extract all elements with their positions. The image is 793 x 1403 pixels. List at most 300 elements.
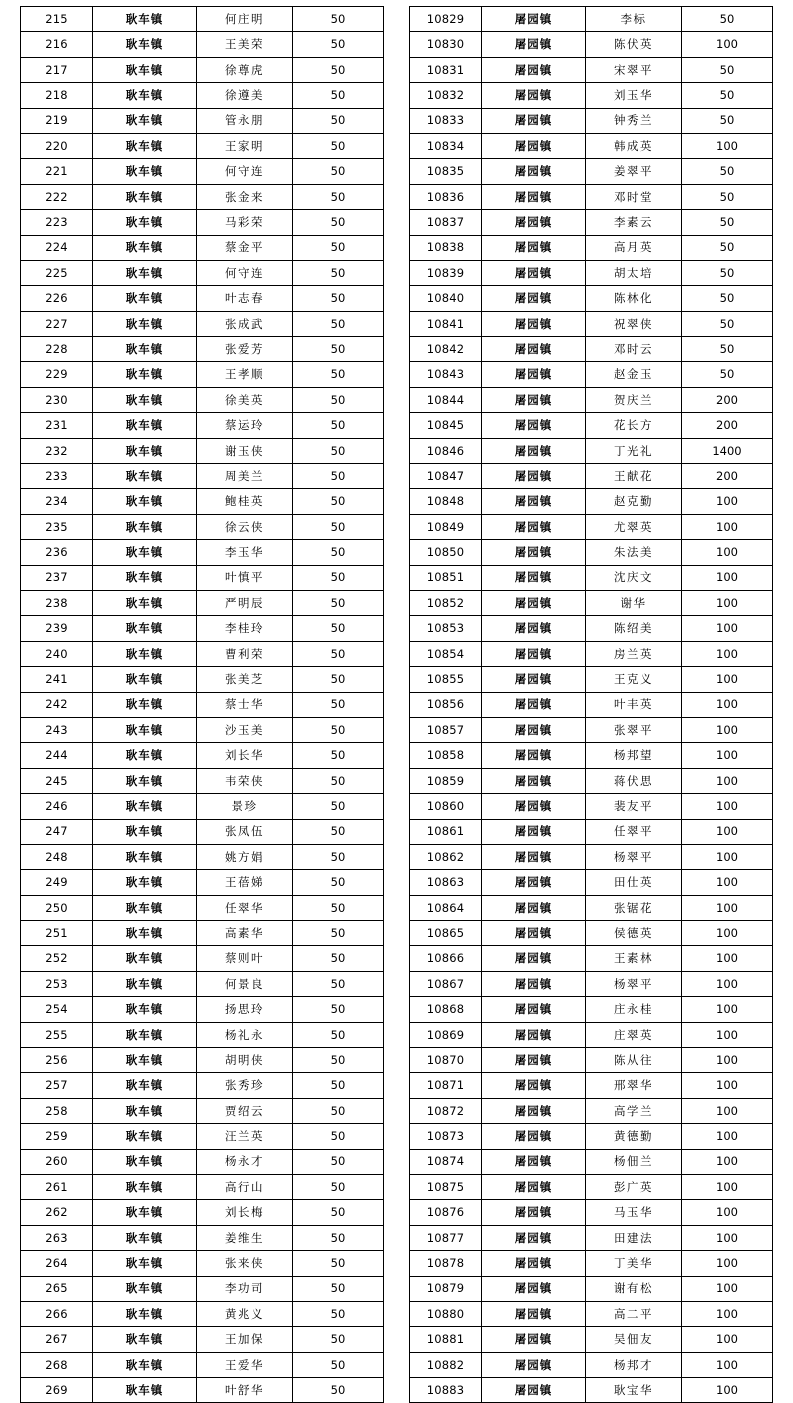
row-town: 耿车镇 — [93, 83, 197, 108]
row-id: 10846 — [410, 438, 482, 463]
row-town: 屠园镇 — [482, 514, 586, 539]
row-id: 244 — [21, 743, 93, 768]
row-town: 耿车镇 — [93, 667, 197, 692]
row-amount: 50 — [293, 1149, 384, 1174]
row-name: 陈林化 — [586, 286, 682, 311]
row-name: 韦荣侠 — [197, 768, 293, 793]
row-amount: 100 — [682, 1352, 773, 1377]
row-town: 屠园镇 — [482, 1276, 586, 1301]
row-name: 沙玉美 — [197, 717, 293, 742]
table-row — [21, 971, 384, 996]
table-row — [410, 32, 773, 57]
table-row — [410, 387, 773, 412]
row-amount: 50 — [293, 616, 384, 641]
row-amount: 100 — [682, 1276, 773, 1301]
row-id: 10866 — [410, 946, 482, 971]
row-amount: 100 — [682, 1327, 773, 1352]
row-amount: 50 — [682, 7, 773, 32]
row-id: 10855 — [410, 667, 482, 692]
row-name: 李标 — [586, 7, 682, 32]
row-town: 耿车镇 — [93, 7, 197, 32]
row-town: 耿车镇 — [93, 159, 197, 184]
row-name: 景珍 — [197, 794, 293, 819]
row-id: 262 — [21, 1200, 93, 1225]
row-town: 屠园镇 — [482, 57, 586, 82]
row-amount: 50 — [293, 921, 384, 946]
table-row — [21, 565, 384, 590]
row-town: 屠园镇 — [482, 946, 586, 971]
row-town: 屠园镇 — [482, 1225, 586, 1250]
row-amount: 50 — [682, 311, 773, 336]
table-row — [21, 413, 384, 438]
row-town: 屠园镇 — [482, 971, 586, 996]
row-id: 268 — [21, 1352, 93, 1377]
table-row — [410, 210, 773, 235]
row-town: 屠园镇 — [482, 210, 586, 235]
table-row — [21, 692, 384, 717]
row-id: 253 — [21, 971, 93, 996]
row-name: 叶慎平 — [197, 565, 293, 590]
table-row — [21, 57, 384, 82]
row-name: 庄翠英 — [586, 1022, 682, 1047]
row-amount: 50 — [293, 7, 384, 32]
row-id: 10845 — [410, 413, 482, 438]
left-table-body — [21, 7, 384, 1403]
row-id: 10853 — [410, 616, 482, 641]
table-row — [21, 844, 384, 869]
row-name: 耿宝华 — [586, 1378, 682, 1403]
row-town: 屠园镇 — [482, 1174, 586, 1199]
row-town: 耿车镇 — [93, 413, 197, 438]
row-amount: 50 — [682, 57, 773, 82]
row-id: 216 — [21, 32, 93, 57]
row-town: 耿车镇 — [93, 794, 197, 819]
row-town: 屠园镇 — [482, 7, 586, 32]
row-id: 222 — [21, 184, 93, 209]
row-town: 耿车镇 — [93, 1098, 197, 1123]
row-id: 241 — [21, 667, 93, 692]
row-id: 248 — [21, 844, 93, 869]
row-name: 杨礼永 — [197, 1022, 293, 1047]
table-row — [21, 514, 384, 539]
row-amount: 100 — [682, 32, 773, 57]
row-id: 10829 — [410, 7, 482, 32]
row-amount: 100 — [682, 667, 773, 692]
row-town: 屠园镇 — [482, 667, 586, 692]
row-name: 杨永才 — [197, 1149, 293, 1174]
row-name: 张成武 — [197, 311, 293, 336]
row-town: 耿车镇 — [93, 387, 197, 412]
table-row — [21, 590, 384, 615]
table-row — [410, 590, 773, 615]
row-id: 10835 — [410, 159, 482, 184]
row-id: 10865 — [410, 921, 482, 946]
table-row — [410, 489, 773, 514]
table-row — [21, 768, 384, 793]
table-row — [21, 540, 384, 565]
row-town: 屠园镇 — [482, 464, 586, 489]
row-name: 蔡运玲 — [197, 413, 293, 438]
row-id: 249 — [21, 870, 93, 895]
row-town: 屠园镇 — [482, 438, 586, 463]
table-row — [410, 337, 773, 362]
row-amount: 100 — [682, 819, 773, 844]
table-row — [410, 57, 773, 82]
row-name: 马彩荣 — [197, 210, 293, 235]
row-town: 耿车镇 — [93, 1251, 197, 1276]
row-id: 232 — [21, 438, 93, 463]
row-amount: 50 — [682, 83, 773, 108]
row-amount: 100 — [682, 768, 773, 793]
row-town: 耿车镇 — [93, 464, 197, 489]
row-name: 王孝顺 — [197, 362, 293, 387]
row-name: 严明辰 — [197, 590, 293, 615]
row-name: 吴佃友 — [586, 1327, 682, 1352]
table-row — [410, 794, 773, 819]
row-name: 何守连 — [197, 159, 293, 184]
row-name: 王家明 — [197, 133, 293, 158]
table-row — [410, 971, 773, 996]
table-row — [21, 921, 384, 946]
row-town: 屠园镇 — [482, 362, 586, 387]
table-row — [410, 1098, 773, 1123]
table-row — [410, 1251, 773, 1276]
row-name: 叶舒华 — [197, 1378, 293, 1403]
table-row — [410, 413, 773, 438]
row-town: 耿车镇 — [93, 286, 197, 311]
row-amount: 100 — [682, 997, 773, 1022]
row-id: 221 — [21, 159, 93, 184]
row-name: 王蓓娣 — [197, 870, 293, 895]
row-id: 230 — [21, 387, 93, 412]
row-name: 王克义 — [586, 667, 682, 692]
row-town: 耿车镇 — [93, 210, 197, 235]
row-amount: 100 — [682, 1098, 773, 1123]
row-id: 255 — [21, 1022, 93, 1047]
row-id: 10869 — [410, 1022, 482, 1047]
table-row — [410, 235, 773, 260]
row-id: 10881 — [410, 1327, 482, 1352]
row-name: 王爱华 — [197, 1352, 293, 1377]
row-id: 10862 — [410, 844, 482, 869]
row-id: 10830 — [410, 32, 482, 57]
row-name: 曹利荣 — [197, 641, 293, 666]
row-town: 耿车镇 — [93, 743, 197, 768]
row-amount: 50 — [682, 159, 773, 184]
row-name: 何庄明 — [197, 7, 293, 32]
row-amount: 50 — [293, 1022, 384, 1047]
row-id: 10851 — [410, 565, 482, 590]
row-amount: 100 — [682, 590, 773, 615]
row-id: 252 — [21, 946, 93, 971]
table-row — [21, 311, 384, 336]
row-town: 屠园镇 — [482, 616, 586, 641]
row-town: 屠园镇 — [482, 540, 586, 565]
row-id: 263 — [21, 1225, 93, 1250]
row-name: 尤翠英 — [586, 514, 682, 539]
row-name: 何守连 — [197, 260, 293, 285]
row-id: 10849 — [410, 514, 482, 539]
row-name: 任翠华 — [197, 895, 293, 920]
row-id: 257 — [21, 1073, 93, 1098]
table-row — [21, 7, 384, 32]
row-name: 王献花 — [586, 464, 682, 489]
row-town: 耿车镇 — [93, 57, 197, 82]
row-amount: 50 — [293, 260, 384, 285]
row-amount: 100 — [682, 895, 773, 920]
row-amount: 50 — [293, 667, 384, 692]
row-name: 杨邦望 — [586, 743, 682, 768]
row-name: 丁美华 — [586, 1251, 682, 1276]
row-name: 杨佃兰 — [586, 1149, 682, 1174]
table-row — [21, 616, 384, 641]
row-amount: 100 — [682, 133, 773, 158]
table-row — [21, 489, 384, 514]
row-name: 祝翠侠 — [586, 311, 682, 336]
row-amount: 50 — [293, 184, 384, 209]
row-amount: 50 — [293, 717, 384, 742]
row-town: 屠园镇 — [482, 260, 586, 285]
row-id: 10847 — [410, 464, 482, 489]
row-name: 扬思玲 — [197, 997, 293, 1022]
table-row — [21, 108, 384, 133]
row-amount: 50 — [293, 286, 384, 311]
row-id: 10838 — [410, 235, 482, 260]
row-amount: 50 — [293, 844, 384, 869]
table-row — [410, 1378, 773, 1403]
table-row — [410, 667, 773, 692]
row-id: 219 — [21, 108, 93, 133]
table-row — [410, 108, 773, 133]
row-town: 耿车镇 — [93, 692, 197, 717]
row-id: 246 — [21, 794, 93, 819]
row-id: 237 — [21, 565, 93, 590]
row-id: 269 — [21, 1378, 93, 1403]
table-row — [410, 514, 773, 539]
row-id: 226 — [21, 286, 93, 311]
row-name: 谢华 — [586, 590, 682, 615]
table-row — [21, 819, 384, 844]
table-row — [410, 1124, 773, 1149]
row-id: 10856 — [410, 692, 482, 717]
row-id: 231 — [21, 413, 93, 438]
row-id: 245 — [21, 768, 93, 793]
row-id: 217 — [21, 57, 93, 82]
row-town: 耿车镇 — [93, 946, 197, 971]
row-name: 胡明侠 — [197, 1048, 293, 1073]
row-amount: 100 — [682, 921, 773, 946]
row-name: 姚方娟 — [197, 844, 293, 869]
row-amount: 50 — [682, 184, 773, 209]
row-town: 耿车镇 — [93, 260, 197, 285]
row-id: 10872 — [410, 1098, 482, 1123]
row-town: 屠园镇 — [482, 489, 586, 514]
table-row — [410, 1276, 773, 1301]
row-name: 徐遵美 — [197, 83, 293, 108]
row-amount: 50 — [293, 1048, 384, 1073]
row-id: 10859 — [410, 768, 482, 793]
row-town: 耿车镇 — [93, 997, 197, 1022]
row-name: 刘长梅 — [197, 1200, 293, 1225]
row-town: 耿车镇 — [93, 514, 197, 539]
table-row — [410, 743, 773, 768]
row-name: 叶志春 — [197, 286, 293, 311]
row-amount: 50 — [293, 464, 384, 489]
row-amount: 100 — [682, 692, 773, 717]
row-town: 耿车镇 — [93, 540, 197, 565]
row-amount: 50 — [293, 743, 384, 768]
row-id: 10850 — [410, 540, 482, 565]
row-town: 屠园镇 — [482, 108, 586, 133]
row-id: 10879 — [410, 1276, 482, 1301]
table-row — [21, 1251, 384, 1276]
row-name: 彭广英 — [586, 1174, 682, 1199]
row-amount: 50 — [293, 235, 384, 260]
row-id: 234 — [21, 489, 93, 514]
row-name: 汪兰英 — [197, 1124, 293, 1149]
row-amount: 50 — [293, 1276, 384, 1301]
row-amount: 50 — [293, 565, 384, 590]
row-town: 耿车镇 — [93, 438, 197, 463]
row-amount: 50 — [293, 83, 384, 108]
row-id: 10868 — [410, 997, 482, 1022]
row-id: 243 — [21, 717, 93, 742]
row-id: 10834 — [410, 133, 482, 158]
row-amount: 100 — [682, 1174, 773, 1199]
row-id: 10871 — [410, 1073, 482, 1098]
row-town: 屠园镇 — [482, 311, 586, 336]
row-id: 10833 — [410, 108, 482, 133]
table-row — [410, 692, 773, 717]
row-name: 李素云 — [586, 210, 682, 235]
row-name: 杨邦才 — [586, 1352, 682, 1377]
table-row — [410, 159, 773, 184]
row-town: 屠园镇 — [482, 83, 586, 108]
row-amount: 50 — [682, 108, 773, 133]
row-town: 耿车镇 — [93, 311, 197, 336]
table-row — [410, 1149, 773, 1174]
row-id: 10854 — [410, 641, 482, 666]
row-amount: 50 — [293, 387, 384, 412]
row-id: 10863 — [410, 870, 482, 895]
row-amount: 50 — [293, 1301, 384, 1326]
row-town: 耿车镇 — [93, 235, 197, 260]
row-amount: 50 — [293, 210, 384, 235]
row-amount: 50 — [293, 1327, 384, 1352]
row-town: 屠园镇 — [482, 641, 586, 666]
table-row — [410, 260, 773, 285]
row-id: 10852 — [410, 590, 482, 615]
table-row — [410, 819, 773, 844]
table-row — [21, 895, 384, 920]
table-row — [410, 616, 773, 641]
row-id: 10840 — [410, 286, 482, 311]
row-name: 管永朋 — [197, 108, 293, 133]
row-town: 耿车镇 — [93, 337, 197, 362]
table-row — [21, 1200, 384, 1225]
row-id: 254 — [21, 997, 93, 1022]
row-amount: 50 — [293, 159, 384, 184]
row-amount: 50 — [293, 1098, 384, 1123]
row-id: 10875 — [410, 1174, 482, 1199]
row-amount: 50 — [293, 540, 384, 565]
row-amount: 50 — [293, 1174, 384, 1199]
row-amount: 50 — [293, 1073, 384, 1098]
row-id: 258 — [21, 1098, 93, 1123]
row-amount: 50 — [293, 337, 384, 362]
row-id: 10837 — [410, 210, 482, 235]
row-name: 杨翠平 — [586, 971, 682, 996]
row-amount: 50 — [293, 438, 384, 463]
table-row — [410, 540, 773, 565]
table-row — [21, 1352, 384, 1377]
row-town: 耿车镇 — [93, 1174, 197, 1199]
table-row — [21, 794, 384, 819]
row-name: 高行山 — [197, 1174, 293, 1199]
row-name: 刘玉华 — [586, 83, 682, 108]
table-row — [410, 895, 773, 920]
row-name: 张来侠 — [197, 1251, 293, 1276]
row-amount: 50 — [682, 235, 773, 260]
row-town: 耿车镇 — [93, 1352, 197, 1377]
row-id: 225 — [21, 260, 93, 285]
row-town: 屠园镇 — [482, 1327, 586, 1352]
row-id: 228 — [21, 337, 93, 362]
table-row — [21, 159, 384, 184]
row-name: 何景良 — [197, 971, 293, 996]
row-name: 谢玉侠 — [197, 438, 293, 463]
row-town: 耿车镇 — [93, 1022, 197, 1047]
table-row — [410, 717, 773, 742]
row-name: 蒋伏思 — [586, 768, 682, 793]
row-name: 陈绍美 — [586, 616, 682, 641]
row-name: 朱法美 — [586, 540, 682, 565]
row-name: 花长方 — [586, 413, 682, 438]
row-amount: 50 — [293, 1200, 384, 1225]
row-id: 259 — [21, 1124, 93, 1149]
row-amount: 100 — [682, 1251, 773, 1276]
row-town: 屠园镇 — [482, 1149, 586, 1174]
row-town: 耿车镇 — [93, 921, 197, 946]
row-town: 耿车镇 — [93, 32, 197, 57]
table-row — [410, 184, 773, 209]
row-amount: 50 — [293, 489, 384, 514]
row-id: 218 — [21, 83, 93, 108]
table-row — [410, 133, 773, 158]
table-row — [21, 337, 384, 362]
row-name: 李功司 — [197, 1276, 293, 1301]
row-amount: 100 — [682, 1378, 773, 1403]
table-row — [21, 1276, 384, 1301]
row-id: 224 — [21, 235, 93, 260]
row-name: 蔡士华 — [197, 692, 293, 717]
row-town: 耿车镇 — [93, 1200, 197, 1225]
row-id: 10864 — [410, 895, 482, 920]
row-amount: 100 — [682, 1149, 773, 1174]
row-name: 徐云侠 — [197, 514, 293, 539]
table-row — [21, 362, 384, 387]
table-row — [21, 641, 384, 666]
row-name: 周美兰 — [197, 464, 293, 489]
row-amount: 50 — [293, 895, 384, 920]
row-id: 10848 — [410, 489, 482, 514]
row-town: 耿车镇 — [93, 717, 197, 742]
row-id: 229 — [21, 362, 93, 387]
row-name: 张锯花 — [586, 895, 682, 920]
row-name: 宋翠平 — [586, 57, 682, 82]
row-town: 耿车镇 — [93, 616, 197, 641]
table-row — [410, 438, 773, 463]
